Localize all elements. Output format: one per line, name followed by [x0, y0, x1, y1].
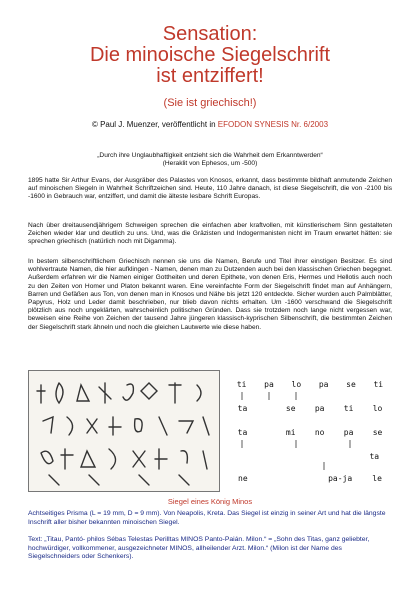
- syllable: lo: [372, 404, 383, 413]
- paragraph-2: Nach über dreitausendjährigem Schweigen sprechen die einfachen aber kraftvollen, mit künstlerischem Sinn gestalteten Zeichen wieder klar und deutlich zu uns. Und, was die Gräzisten und Indogermanisten nicht im Traum erwartet hätten: sie sprechen griechisch (natürlich noch mit Digamma).: [28, 222, 392, 246]
- syllable: se: [346, 380, 356, 389]
- byline-author: © Paul J. Muenzer, veröffentlicht in: [91, 120, 218, 129]
- paragraph-1: 1895 hatte Sir Arthur Evans, der Ausgräber des Palastes von Knosos, erkannt, dass bestimmte bildhaft anmutende Zeichen auf minoischen Siegeln in Wahrheit Schriftzeichen sind. Heute, 110 Jahre danach, ist diese Siegelschrift, die von -2100 bis -1600 in Gebrauch war, entziffert, und damit die älteste lesbare Schrift Europas.: [28, 177, 392, 201]
- seal-impression-image: [28, 370, 220, 492]
- syllable: lo: [291, 380, 302, 389]
- byline-reference: EFODON SYNESIS Nr. 6/2003: [217, 120, 329, 129]
- syllable: ta: [369, 452, 380, 461]
- syllable: ti: [373, 380, 384, 389]
- title-line-1: Sensation:: [162, 23, 258, 45]
- title-line-3: ist entziffert!: [156, 65, 264, 87]
- syllable: se: [372, 428, 383, 437]
- paragraph-3: In bestem silbenschriftlichem Griechisch nennen sie uns die Namen, Berufe und Titel ihrer einstigen Besitzer. Es sind wohlvertraute Namen, die hier aufklingen - Namen, denen man zu Dutzenden auch bei den klassischen Griechen begegnet. Außerdem erfahren wir die Namen einiger Gottheiten und deren Epithete, von denen Eris, Hermes und Hellotis auch noch zu den Zeiten von Homer und Platon bekannt waren. Eine vereinfachte Form der Siegelschrift findet man auf Anhängern, Barren und Gefäßen aus Ton, von denen man in Knosos und Nähe bis jetzt 120 entdeckte. Sicher wurden auch Palmblätter, Papyrus, Holz und Leder damit beschrieben, nur blieb davon nichts erhalten. Um -1600 verschwand die Siegelschrift plötzlich aus noch ungeklärten, wahrscheinlich politischen Gründen. Dass sie trotzdem noch lange nicht vergessen war, beweisen eine Reihe von Zeichen der tausend Jahre jüngeren klassisch-kyprischen Silbenschrift, die bestimmten Zeichen der Siegelschrift stark ähneln und noch die gleichen Lautwerte wie diese haben.: [28, 258, 392, 331]
- seal-figure: [28, 370, 392, 490]
- syllable: ne: [238, 474, 248, 483]
- transcription-arrows: [228, 370, 392, 490]
- syllable: ti: [343, 404, 354, 413]
- syllable: pa-ja: [328, 474, 353, 483]
- syllable: ta: [237, 428, 248, 437]
- byline: [0, 120, 420, 129]
- syllable: ti: [236, 380, 247, 389]
- syllable: mi: [285, 428, 296, 437]
- syllable: no: [314, 428, 325, 437]
- seal-description: Achtseitiges Prisma (L = 19 mm, D = 9 mm). Von Neapolis, Kreta. Das Siegel ist einzig in seiner Art und hat die längste Inschrift aller bisher bekannten minoischen Siegel.: [28, 510, 386, 526]
- figure-caption: Siegel eines König Minos: [167, 497, 253, 506]
- syllable: se: [285, 404, 296, 413]
- syllable: le: [372, 474, 382, 483]
- subtitle: (Sie ist griechisch!): [163, 97, 257, 109]
- heraklit-quote: [0, 152, 420, 168]
- syllable: pa: [314, 404, 325, 413]
- syllable: pa: [318, 380, 329, 389]
- syllable: ta: [237, 404, 248, 413]
- syllable-transcription-table: [228, 370, 392, 490]
- main-title: [0, 24, 420, 87]
- syllable: pa: [343, 428, 354, 437]
- seal-translation: Text: „Titau, Pantó- philos Sébas Telestas Perilltas MINOS Panto-Paián. Milon.“ = „Sohn des Titas, ganz geliebter, hochwürdiger, vollkommener, ausgezeichneter MINOS, allheilender Arzt. Milon.“ (Milon ist der Name des Siegelschneiders oder Schenkers).: [28, 536, 370, 560]
- syllable: pa: [264, 380, 274, 389]
- quote-attribution: (Heraklit von Ephesos, um -500): [162, 160, 258, 167]
- seal-glyphs-illustration: [29, 371, 219, 491]
- title-line-2: Die minoische Siegelschrift: [89, 44, 331, 66]
- quote-text: „Durch ihre Unglaubhaftigkeit entzieht sich die Wahrheit dem Erkanntwerden“: [97, 152, 323, 159]
